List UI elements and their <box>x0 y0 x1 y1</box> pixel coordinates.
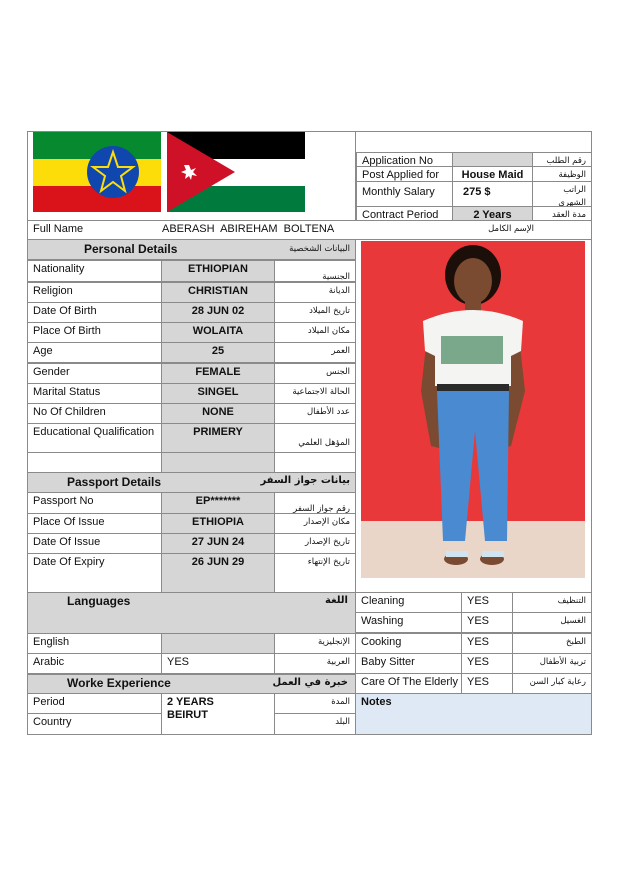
passport-row-ar: مكان الإصدار <box>274 513 356 534</box>
personal-row-label: Place Of Birth <box>27 322 162 343</box>
experience-value <box>161 693 275 735</box>
personal-row-ar: الحالة الاجتماعية <box>274 383 356 404</box>
skill-row-label: Cleaning <box>355 592 462 613</box>
application-no-label: Application No <box>356 152 453 167</box>
passport-row-value: 26 JUN 29 <box>161 553 275 593</box>
skill-row-value: YES <box>461 673 513 694</box>
skill-row-label: Care Of The Elderly <box>355 673 462 694</box>
full-name-value: ABERASH ABIREHAM BOLTENA <box>162 223 335 235</box>
full-name-ar: الإسم الكامل <box>488 224 534 234</box>
personal-row-ar: الديانة <box>274 282 356 303</box>
languages-title-ar: اللغة <box>325 595 348 606</box>
personal-row-ar: العمر <box>274 342 356 363</box>
language-row-value <box>161 633 275 654</box>
skill-row-ar: الغسيل <box>512 612 592 633</box>
notes-box: Notes <box>355 693 592 735</box>
language-row-label: Arabic <box>27 653 162 674</box>
personal-row-label: Gender <box>27 363 162 384</box>
passport-row-value: EP******* <box>161 492 275 514</box>
skill-row-ar: الطبخ <box>512 633 592 654</box>
personal-row-label: Nationality <box>27 260 162 282</box>
language-row-label: English <box>27 633 162 654</box>
country-label: Country <box>27 713 162 735</box>
personal-row-label: Marital Status <box>27 383 162 404</box>
personal-row-value: CHRISTIAN <box>161 282 275 303</box>
personal-row-ar: الجنسية <box>274 260 356 282</box>
experience-period-value: 2 YEARS <box>167 696 214 708</box>
contract-period-value: 2 Years <box>452 206 533 221</box>
personal-row-value: WOLAITA <box>161 322 275 343</box>
skill-row-value: YES <box>461 633 513 654</box>
personal-row-ar: عدد الأطفال <box>274 403 356 424</box>
post-applied-value: House Maid <box>452 166 533 182</box>
personal-row-value: FEMALE <box>161 363 275 384</box>
period-ar: المدة <box>274 693 356 714</box>
passport-row-value: ETHIOPIA <box>161 513 275 534</box>
monthly-salary-value: 275 $ <box>452 181 533 207</box>
contract-period-ar: مدة العقد <box>532 206 592 221</box>
passport-row-label: Passport No <box>27 492 162 514</box>
ethiopia-flag <box>33 132 161 212</box>
personal-row-label: Religion <box>27 282 162 303</box>
full-name-label: Full Name <box>33 223 84 235</box>
personal-row-label: Date Of Birth <box>27 302 162 323</box>
monthly-salary-label: Monthly Salary <box>356 181 453 207</box>
contract-period-label: Contract Period <box>356 206 453 221</box>
personal-row-ar: مكان الميلاد <box>274 322 356 343</box>
passport-row-value: 27 JUN 24 <box>161 533 275 554</box>
personal-details-title: Personal Details <box>84 242 178 256</box>
passport-row-label: Date Of Expiry <box>27 553 162 593</box>
personal-row-value: 28 JUN 02 <box>161 302 275 323</box>
skill-row-value: YES <box>461 653 513 674</box>
personal-row-ar: الجنس <box>274 363 356 384</box>
personal-row-value: 25 <box>161 342 275 363</box>
experience-title-ar: خبرة في العمل <box>272 677 348 688</box>
application-no-ar: رقم الطلب <box>532 152 592 167</box>
language-row-value: YES <box>161 653 275 674</box>
personal-details-title-ar: البيانات الشخصية <box>289 244 350 254</box>
personal-row-ar: تاريخ الميلاد <box>274 302 356 323</box>
candidate-photo <box>361 241 585 578</box>
passport-details-title-ar: بيانات جواز السفر <box>260 475 350 486</box>
personal-row-value: PRIMERY <box>161 423 275 453</box>
passport-row-label: Date Of Issue <box>27 533 162 554</box>
passport-row-ar: تاريخ الإنتهاء <box>274 553 356 593</box>
personal-row-label: Age <box>27 342 162 363</box>
personal-row-label: Educational Qualification <box>27 423 162 453</box>
languages-title: Languages <box>67 594 131 608</box>
personal-row-value: SINGEL <box>161 383 275 404</box>
post-applied-label: Post Applied for <box>356 166 453 182</box>
post-applied-ar: الوظيفة <box>532 166 592 182</box>
passport-row-label: Place Of Issue <box>27 513 162 534</box>
passport-details-title: Passport Details <box>67 475 162 489</box>
personal-row-label: No Of Children <box>27 403 162 424</box>
personal-row-value: NONE <box>161 403 275 424</box>
passport-row-ar: تاريخ الإصدار <box>274 533 356 554</box>
skill-row-ar: التنظيف <box>512 592 592 613</box>
experience-title: Worke Experience <box>67 676 171 690</box>
experience-country-value: BEIRUT <box>167 709 208 721</box>
skill-row-ar: رعاية كبار السن <box>512 673 592 694</box>
personal-row-ar: المؤهل العلمي <box>274 423 356 453</box>
skill-row-label: Cooking <box>355 633 462 654</box>
personal-blank-label <box>27 452 162 473</box>
country-ar: البلد <box>274 713 356 735</box>
application-no-value <box>452 152 533 167</box>
personal-blank-value <box>161 452 275 473</box>
skill-row-label: Baby Sitter <box>355 653 462 674</box>
passport-row-ar: رقم جواز السفر <box>274 492 356 514</box>
skill-row-value: YES <box>461 612 513 633</box>
personal-row-value: ETHIOPIAN <box>161 260 275 282</box>
skill-row-label: Washing <box>355 612 462 633</box>
monthly-salary-ar: الراتب الشهري <box>532 181 592 207</box>
period-label: Period <box>27 693 162 714</box>
skill-row-ar: تربية الأطفال <box>512 653 592 674</box>
language-row-ar: الإنجليزية <box>274 633 356 654</box>
language-row-ar: العربية <box>274 653 356 674</box>
jordan-flag <box>167 132 305 212</box>
personal-blank-ar <box>274 452 356 473</box>
skill-row-value: YES <box>461 592 513 613</box>
